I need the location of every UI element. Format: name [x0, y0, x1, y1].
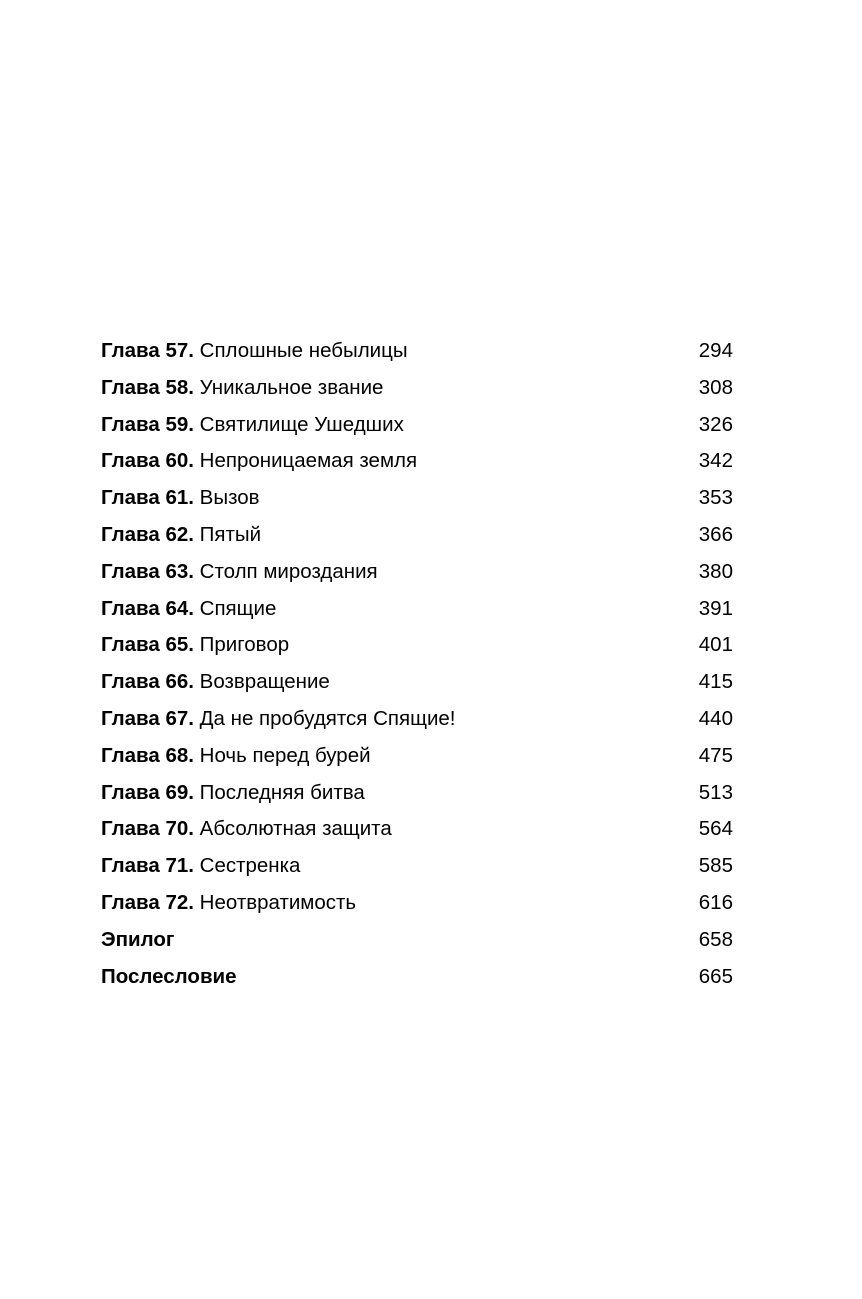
- page-number: 308: [698, 375, 733, 399]
- chapter-label: Глава 69.: [101, 780, 194, 804]
- toc-entry-chapter-62: [101, 517, 733, 554]
- entry-text: [101, 370, 383, 407]
- chapter-title: Пятый: [199, 522, 262, 546]
- chapter-title: Неотвратимость: [199, 890, 357, 914]
- toc-entry-chapter-70: [101, 811, 733, 848]
- chapter-title: Вызов: [199, 486, 260, 510]
- page-number: 380: [698, 559, 733, 583]
- toc-entry-chapter-67: [101, 701, 733, 738]
- chapter-label: Глава 61.: [101, 486, 194, 510]
- chapter-title: Сестренка: [199, 854, 301, 878]
- chapter-label: Глава 57.: [101, 339, 194, 362]
- chapter-title: Спящие: [199, 596, 277, 620]
- entry-text: [101, 922, 174, 959]
- entry-text: [101, 407, 404, 444]
- toc-entry-chapter-72: [101, 885, 733, 922]
- chapter-label: Послесловие: [101, 964, 237, 988]
- chapter-title: Святилище Ушедших: [199, 412, 404, 436]
- page-number: 326: [698, 412, 733, 436]
- toc-entry-chapter-65: [101, 627, 733, 664]
- toc-entry-chapter-71: [101, 848, 733, 885]
- chapter-title: Непроницаемая земля: [199, 449, 418, 473]
- page-number: 665: [698, 964, 733, 988]
- chapter-title: Ночь перед бурей: [199, 743, 371, 767]
- entry-text: [101, 443, 417, 480]
- page-number: 294: [698, 339, 733, 362]
- chapter-title: Последняя битва: [199, 780, 365, 804]
- entry-text: [101, 885, 356, 922]
- chapter-label: Глава 65.: [101, 633, 194, 657]
- toc-entry-chapter-59: [101, 407, 733, 444]
- chapter-label: Глава 62.: [101, 522, 194, 546]
- page-number: 366: [698, 522, 733, 546]
- chapter-label: Эпилог: [101, 927, 175, 951]
- chapter-label: Глава 66.: [101, 670, 194, 694]
- toc-entry-epilogue: [101, 922, 733, 959]
- chapter-title: Сплошные небылицы: [199, 339, 408, 362]
- entry-text: [101, 554, 378, 591]
- entry-text: [101, 517, 261, 554]
- entry-text: [101, 701, 456, 738]
- entry-text: [101, 959, 237, 996]
- chapter-label: Глава 70.: [101, 817, 194, 841]
- page-number: 401: [698, 633, 733, 657]
- chapter-title: Возвращение: [199, 670, 330, 694]
- toc-entry-chapter-64: [101, 591, 733, 628]
- chapter-label: Глава 60.: [101, 449, 194, 473]
- chapter-title: Приговор: [199, 633, 290, 657]
- toc-entry-chapter-58: [101, 370, 733, 407]
- entry-text: [101, 627, 289, 664]
- chapter-title: Уникальное звание: [199, 375, 384, 399]
- chapter-label: Глава 68.: [101, 743, 194, 767]
- toc-entry-chapter-61: [101, 480, 733, 517]
- entry-text: [101, 738, 371, 775]
- toc-entry-chapter-69: [101, 775, 733, 812]
- toc-entry-chapter-68: [101, 738, 733, 775]
- page-number: 585: [698, 854, 733, 878]
- entry-text: [101, 333, 408, 370]
- toc-entry-chapter-60: [101, 443, 733, 480]
- entry-text: [101, 591, 276, 628]
- chapter-label: Глава 58.: [101, 375, 194, 399]
- page-number: 353: [698, 486, 733, 510]
- entry-text: [101, 848, 300, 885]
- chapter-title: Столп мироздания: [199, 559, 378, 583]
- page-number: 342: [698, 449, 733, 473]
- entry-text: [101, 811, 392, 848]
- chapter-label: Глава 64.: [101, 596, 194, 620]
- entry-text: [101, 664, 330, 701]
- entry-text: [101, 775, 365, 812]
- page-number: 415: [698, 670, 733, 694]
- chapter-label: Глава 63.: [101, 559, 194, 583]
- chapter-label: Глава 59.: [101, 412, 194, 436]
- table-of-contents: [101, 333, 733, 995]
- page-number: 440: [698, 706, 733, 730]
- entry-text: [101, 480, 260, 517]
- page-number: 513: [698, 780, 733, 804]
- toc-entry-chapter-66: [101, 664, 733, 701]
- page-number: 658: [698, 927, 733, 951]
- toc-entry-chapter-63: [101, 554, 733, 591]
- toc-entry-afterword: [101, 959, 733, 996]
- chapter-label: Глава 67.: [101, 706, 194, 730]
- chapter-title: Да не пробудятся Спящие!: [199, 706, 456, 730]
- toc-entry-chapter-57: [101, 333, 733, 370]
- page-number: 391: [698, 596, 733, 620]
- page-number: 475: [698, 743, 733, 767]
- page-number: 616: [698, 890, 733, 914]
- page-number: 564: [698, 817, 733, 841]
- chapter-title: Абсолютная защита: [199, 817, 392, 841]
- chapter-label: Глава 72.: [101, 890, 194, 914]
- chapter-label: Глава 71.: [101, 854, 194, 878]
